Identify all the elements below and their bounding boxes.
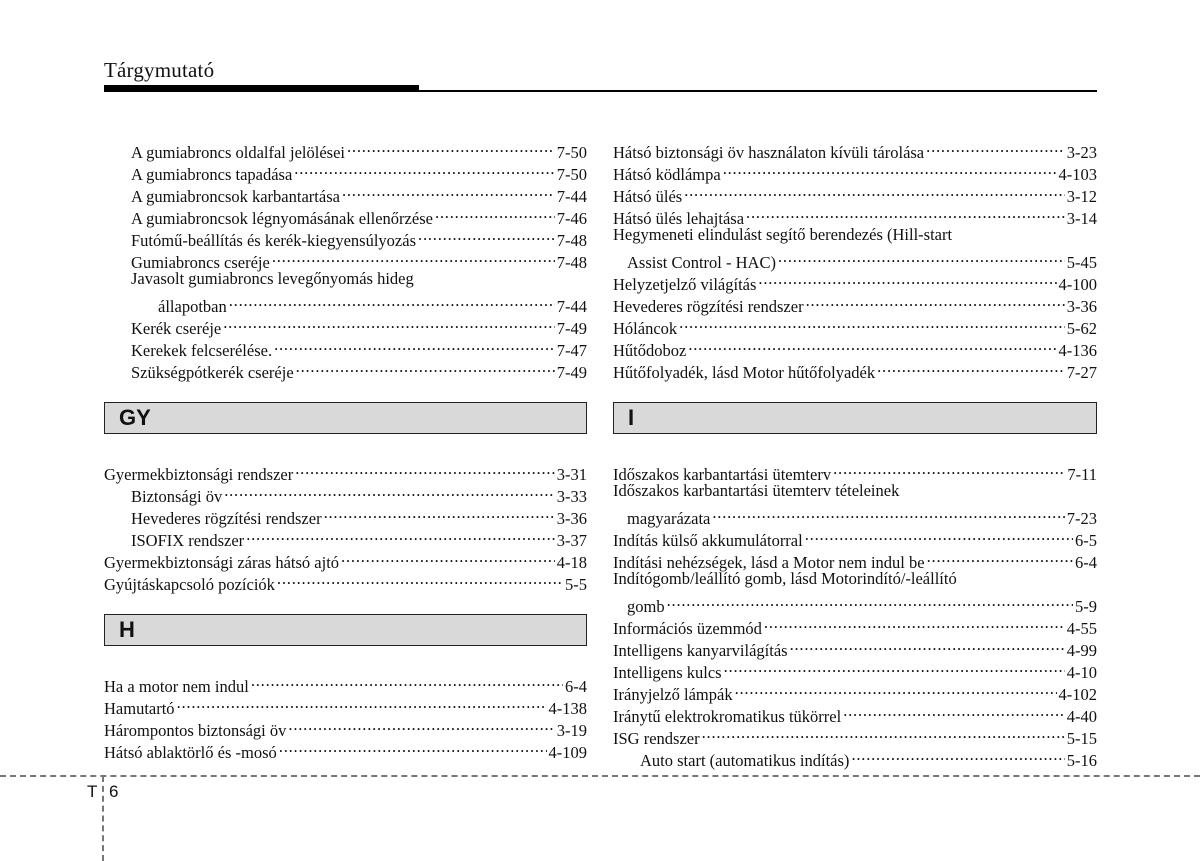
index-entry: Ha a motor nem indul ..... 6-4 [104,670,587,692]
index-entry: A gumiabroncsok légnyomásának ellenőrzése ..... 7-46 [104,202,587,224]
index-entry: Irányjelző lámpák ..... 4-102 [613,678,1097,700]
footer-dashed-rule [0,775,1200,777]
index-entry: Intelligens kulcs ..... 4-10 [613,656,1097,678]
index-entry: Időszakos karbantartási ütemterv ..... 7-11 [613,458,1097,480]
index-entry: Hűtőfolyadék, lásd Motor hűtőfolyadék ..... 7-27 [613,356,1097,378]
page-title: Tárgymutató [104,58,215,82]
index-entry: Hevederes rögzítési rendszer ..... 3-36 [104,502,587,524]
index-entry: Helyzetjelző világítás ..... 4-100 [613,268,1097,290]
index-entry: Hátsó ülés lehajtása ..... 3-14 [613,202,1097,224]
index-entry: Gyújtáskapcsoló pozíciók ..... 5-5 [104,568,587,590]
index-entry-continuation: gomb ..... 5-9 [613,590,1097,612]
index-entry: Iránytű elektrokromatikus tükörrel ..... 4-40 [613,700,1097,722]
index-entry: ISG rendszer ..... 5-15 [613,722,1097,744]
index-entry: Hátsó ködlámpa ..... 4-103 [613,158,1097,180]
footer-section-code: T [87,782,98,801]
index-entry: Kerék cseréje ..... 7-49 [104,312,587,334]
index-entry: Futómű-beállítás és kerék-kiegyensúlyozás ..... 7-48 [104,224,587,246]
index-entry: A gumiabroncs tapadása ..... 7-50 [104,158,587,180]
index-entry: Szükségpótkerék cseréje ..... 7-49 [104,356,587,378]
index-entry-continuation: magyarázata ..... 7-23 [613,502,1097,524]
index-entry-line1: Indítógomb/leállító gomb, lásd Motorindító/-leállító [613,569,957,588]
footer-page-number: 6 [109,782,119,801]
right-column [613,136,1097,770]
index-entry: Indítási nehézségek, lásd a Motor nem indul be ..... 6-4 [613,546,1097,568]
index-entry: Hamutartó ..... 4-138 [104,692,587,714]
section-header-h: H [104,614,587,646]
index-entry: Kerekek felcserélése. ..... 7-47 [104,334,587,356]
section-header-gy: GY [104,402,587,434]
index-entry: ISOFIX rendszer ..... 3-37 [104,524,587,546]
index-entry: Hóláncok ..... 5-62 [613,312,1097,334]
index-entry: Információs üzemmód ..... 4-55 [613,612,1097,634]
index-entry-line1: Javasolt gumiabroncs levegőnyomás hideg [131,269,414,288]
title-rule-thin [104,90,1097,92]
index-entry-continuation: állapotban ..... 7-44 [104,290,587,312]
index-entry: Gumiabroncs cseréje ..... 7-48 [104,246,587,268]
index-entry-continuation: Assist Control - HAC) ..... 5-45 [613,246,1097,268]
footer-dashed-divider [102,776,104,861]
index-entry: Hátsó biztonsági öv használaton kívüli tárolása ..... 3-23 [613,136,1097,158]
index-entry: A gumiabroncs oldalfal jelölései ..... 7-50 [104,136,587,158]
index-entry: A gumiabroncsok karbantartása ..... 7-44 [104,180,587,202]
index-entry: Gyermekbiztonsági záras hátsó ajtó ..... 4-18 [104,546,587,568]
index-entry: Gyermekbiztonsági rendszer ..... 3-31 [104,458,587,480]
index-entry: Biztonsági öv ..... 3-33 [104,480,587,502]
index-entry: Hűtődoboz ..... 4-136 [613,334,1097,356]
section-header-i: I [613,402,1097,434]
index-entry: Hátsó ülés ..... 3-12 [613,180,1097,202]
index-entry: Indítás külső akkumulátorral ..... 6-5 [613,524,1097,546]
index-entry: Auto start (automatikus indítás) ..... 5-16 [613,744,1097,766]
index-entry-line1: Hegymeneti elindulást segítő berendezés (Hill-start [613,225,953,244]
index-entry: Intelligens kanyarvilágítás ..... 4-99 [613,634,1097,656]
index-entry-line1: Időszakos karbantartási ütemterv tételeinek [613,481,900,500]
index-entry: Hárompontos biztonsági öv ..... 3-19 [104,714,587,736]
left-column [104,136,587,762]
index-entry: Hátsó ablaktörlő és -mosó ..... 4-109 [104,736,587,758]
index-entry: Hevederes rögzítési rendszer ..... 3-36 [613,290,1097,312]
